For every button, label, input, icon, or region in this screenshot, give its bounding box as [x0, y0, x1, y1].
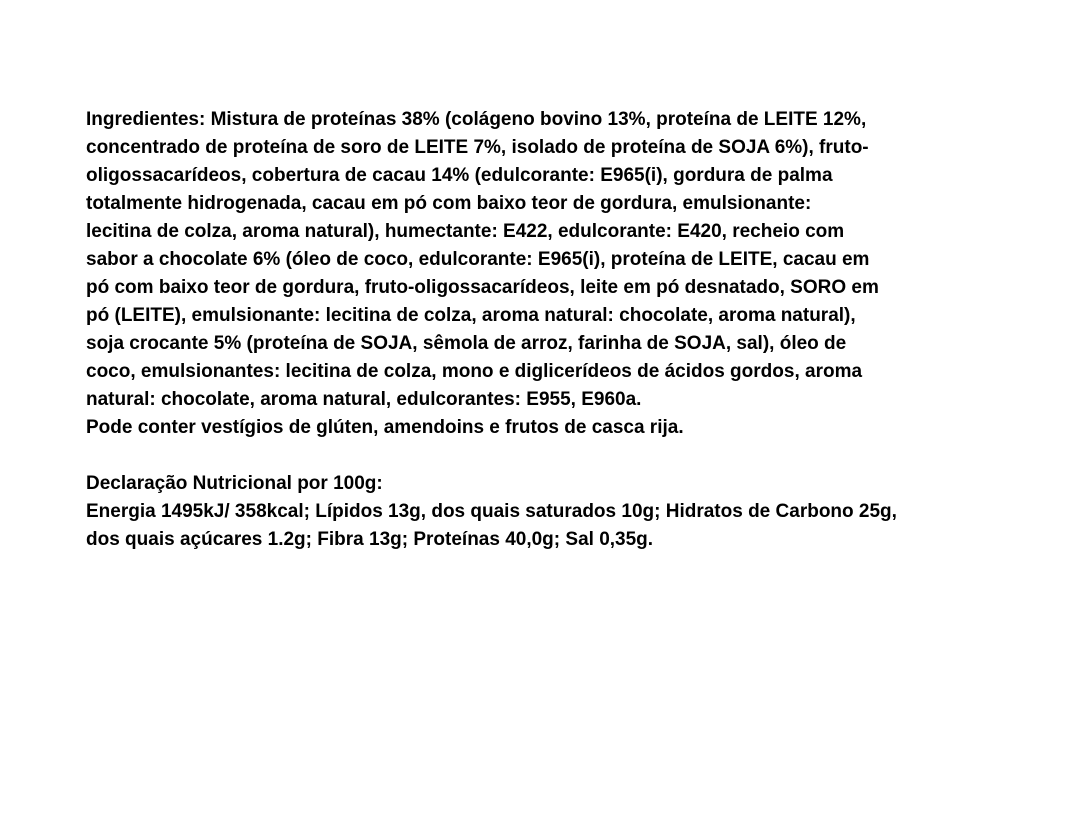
ingredients-line: lecitina de colza, aroma natural), humectante: E422, edulcorante: E420, recheio com — [86, 221, 845, 242]
ingredients-line: natural: chocolate, aroma natural, edulcorantes: E955, E960a. — [86, 389, 642, 410]
allergen-warning: Pode conter vestígios de glúten, amendoins e frutos de casca rija. — [86, 417, 684, 438]
nutrition-line: dos quais açúcares 1.2g; Fibra 13g; Proteínas 40,0g; Sal 0,35g. — [86, 529, 654, 550]
ingredients-line: oligossacarídeos, cobertura de cacau 14% (edulcorante: E965(i), gordura de palma — [86, 165, 833, 186]
ingredients-line: Ingredientes: Mistura de proteínas 38% (colágeno bovino 13%, proteína de LEITE 12%, — [86, 109, 867, 130]
product-label-text — [86, 106, 1066, 554]
ingredients-line: coco, emulsionantes: lecitina de colza, mono e diglicerídeos de ácidos gordos, aroma — [86, 361, 863, 382]
ingredients-line: concentrado de proteína de soro de LEITE 7%, isolado de proteína de SOJA 6%), fruto- — [86, 137, 869, 158]
nutrition-paragraph — [86, 470, 1066, 554]
ingredients-line: pó (LEITE), emulsionante: lecitina de colza, aroma natural: chocolate, aroma natural), — [86, 305, 856, 326]
nutrition-heading: Declaração Nutricional por 100g: — [86, 473, 383, 494]
ingredients-line: totalmente hidrogenada, cacau em pó com baixo teor de gordura, emulsionante: — [86, 193, 812, 214]
ingredients-line: pó com baixo teor de gordura, fruto-oligossacarídeos, leite em pó desnatado, SORO em — [86, 277, 879, 298]
ingredients-line: sabor a chocolate 6% (óleo de coco, edulcorante: E965(i), proteína de LEITE, cacau em — [86, 249, 870, 270]
paragraph-gap — [86, 442, 1066, 470]
nutrition-line: Energia 1495kJ/ 358kcal; Lípidos 13g, dos quais saturados 10g; Hidratos de Carbono 25g, — [86, 501, 897, 522]
ingredients-line: soja crocante 5% (proteína de SOJA, sêmola de arroz, farinha de SOJA, sal), óleo de — [86, 333, 847, 354]
ingredients-paragraph — [86, 106, 1066, 442]
